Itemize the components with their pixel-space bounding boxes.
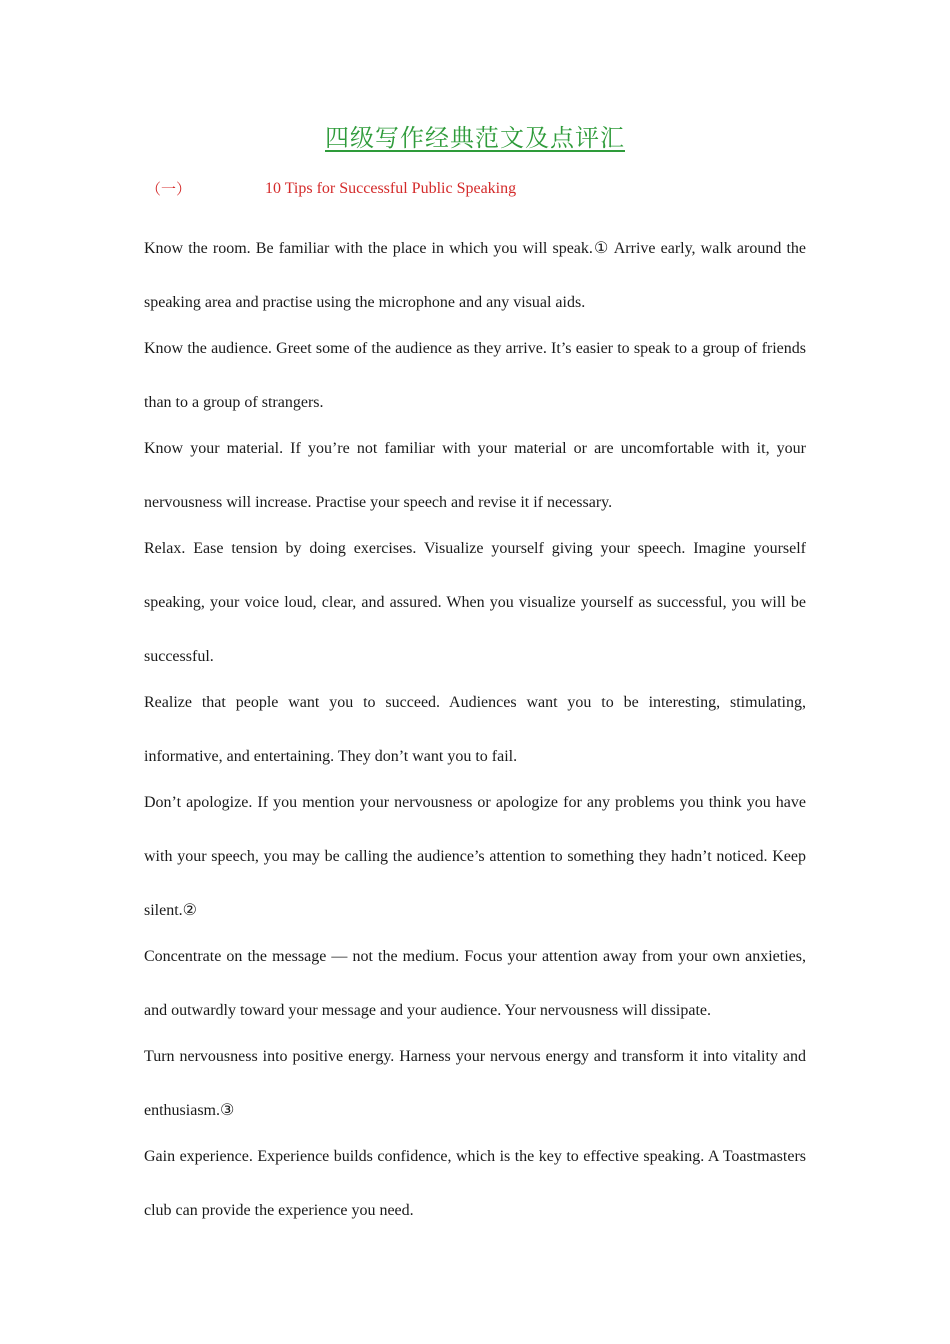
section-title: 10 Tips for Successful Public Speaking <box>265 180 517 197</box>
paragraph-know-room: Know the room. Be familiar with the place in which you will speak.① Arrive early, walk around the speaking area and practise using the microphone and any visual aids. <box>144 240 806 311</box>
paragraph-realize: Realize that people want you to succeed. Audiences want you to be interesting, stimulating, informative, and entertaining. They don’t want you to fail. <box>144 694 806 765</box>
paragraph-concentrate: Concentrate on the message — not the medium. Focus your attention away from your own anxieties, and outwardly toward your message and your audience. Your nervousness will dissipate. <box>144 948 806 1019</box>
document-title: 四级写作经典范文及点评汇 <box>325 124 625 152</box>
essay-body <box>144 222 806 1238</box>
section-heading <box>146 178 846 202</box>
section-number: （一） <box>146 180 192 198</box>
paragraph-turn-nervousness: Turn nervousness into positive energy. Harness your nervous energy and transform it into vitality and enthusiasm.③ <box>144 1048 806 1119</box>
paragraph-know-audience: Know the audience. Greet some of the audience as they arrive. It’s easier to speak to a group of friends than to a group of strangers. <box>144 340 806 411</box>
paragraph-gain-experience: Gain experience. Experience builds confidence, which is the key to effective speaking. A Toastmasters club can provide the experience you need. <box>144 1148 806 1219</box>
paragraph-relax: Relax. Ease tension by doing exercises. Visualize yourself giving your speech. Imagine yourself speaking, your voice loud, clear, and assured. When you visualize yourself as successful, you will be successful. <box>144 540 806 665</box>
paragraph-dont-apologize: Don’t apologize. If you mention your nervousness or apologize for any problems you think you have with your speech, you may be calling the audience’s attention to something they hadn’t noticed. Keep silent.② <box>144 794 806 919</box>
paragraph-know-material: Know your material. If you’re not familiar with your material or are uncomfortable with it, your nervousness will increase. Practise your speech and revise it if necessary. <box>144 440 806 511</box>
